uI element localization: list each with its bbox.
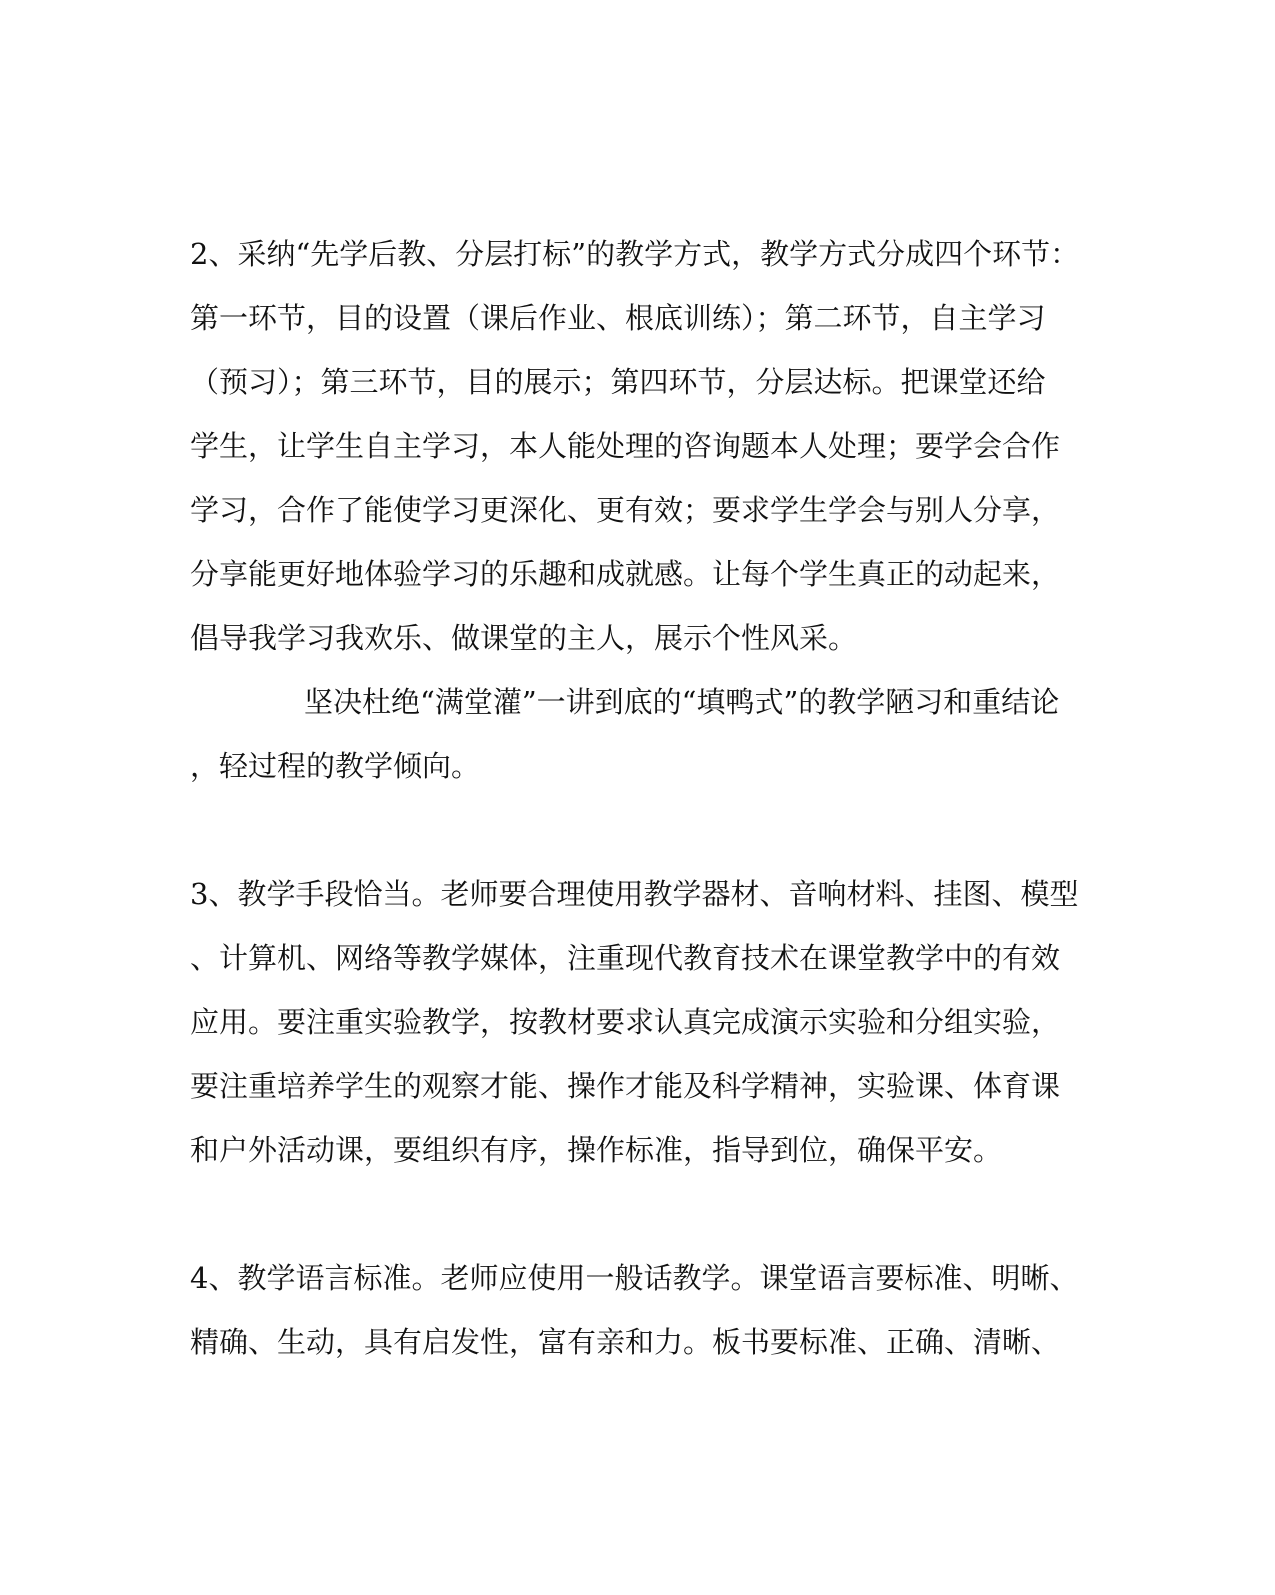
paragraph-3-line-1: 3、教学手段恰当。老师要合理使用教学器材、音响材料、挂图、模型 [190,877,1079,911]
paragraph-3-line-3: 应用。要注重实验教学，按教材要求认真完成演示实验和分组实验， [190,1005,1061,1039]
paragraph-2-line-3: （预习）；第三环节，目的展示；第四环节，分层达标。把课堂还给 [190,365,1046,399]
paragraph-2b-line-2: ，轻过程的教学倾向。 [190,749,481,783]
paragraph-4-line-2: 精确、生动，具有启发性，富有亲和力。板书要标准、正确、清晰、 [190,1325,1061,1359]
paragraph-2-line-4: 学生，让学生自主学习，本人能处理的咨询题本人处理；要学会合作 [190,429,1061,463]
paragraph-2-line-1: 2、采纳“先学后教、分层打标”的教学方式，教学方式分成四个环节： [190,237,1080,271]
paragraph-3-line-5: 和户外活动课，要组织有序，操作标准，指导到位，确保平安。 [190,1133,1003,1167]
paragraph-3-line-2: 、计算机、网络等教学媒体，注重现代教育技术在课堂教学中的有效 [190,941,1061,975]
paragraph-4-line-1: 4、教学语言标准。老师应使用一般话教学。课堂语言要标准、明晰、 [190,1261,1079,1295]
paragraph-2-line-2: 第一环节，目的设置（课后作业、根底训练）；第二环节，自主学习 [190,301,1046,335]
paragraph-2-line-5: 学习，合作了能使学习更深化、更有效；要求学生学会与别人分享， [190,493,1061,527]
paragraph-3-line-4: 要注重培养学生的观察才能、操作才能及科学精神，实验课、体育课 [190,1069,1061,1103]
paragraph-2-line-7: 倡导我学习我欢乐、做课堂的主人，展示个性风采。 [190,621,858,655]
paragraph-2b-line-1: 坚决杜绝“满堂灌”一讲到底的“填鸭式”的教学陋习和重结论 [304,685,1060,719]
paragraph-2-line-6: 分享能更好地体验学习的乐趣和成就感。让每个学生真正的动起来， [190,557,1061,591]
